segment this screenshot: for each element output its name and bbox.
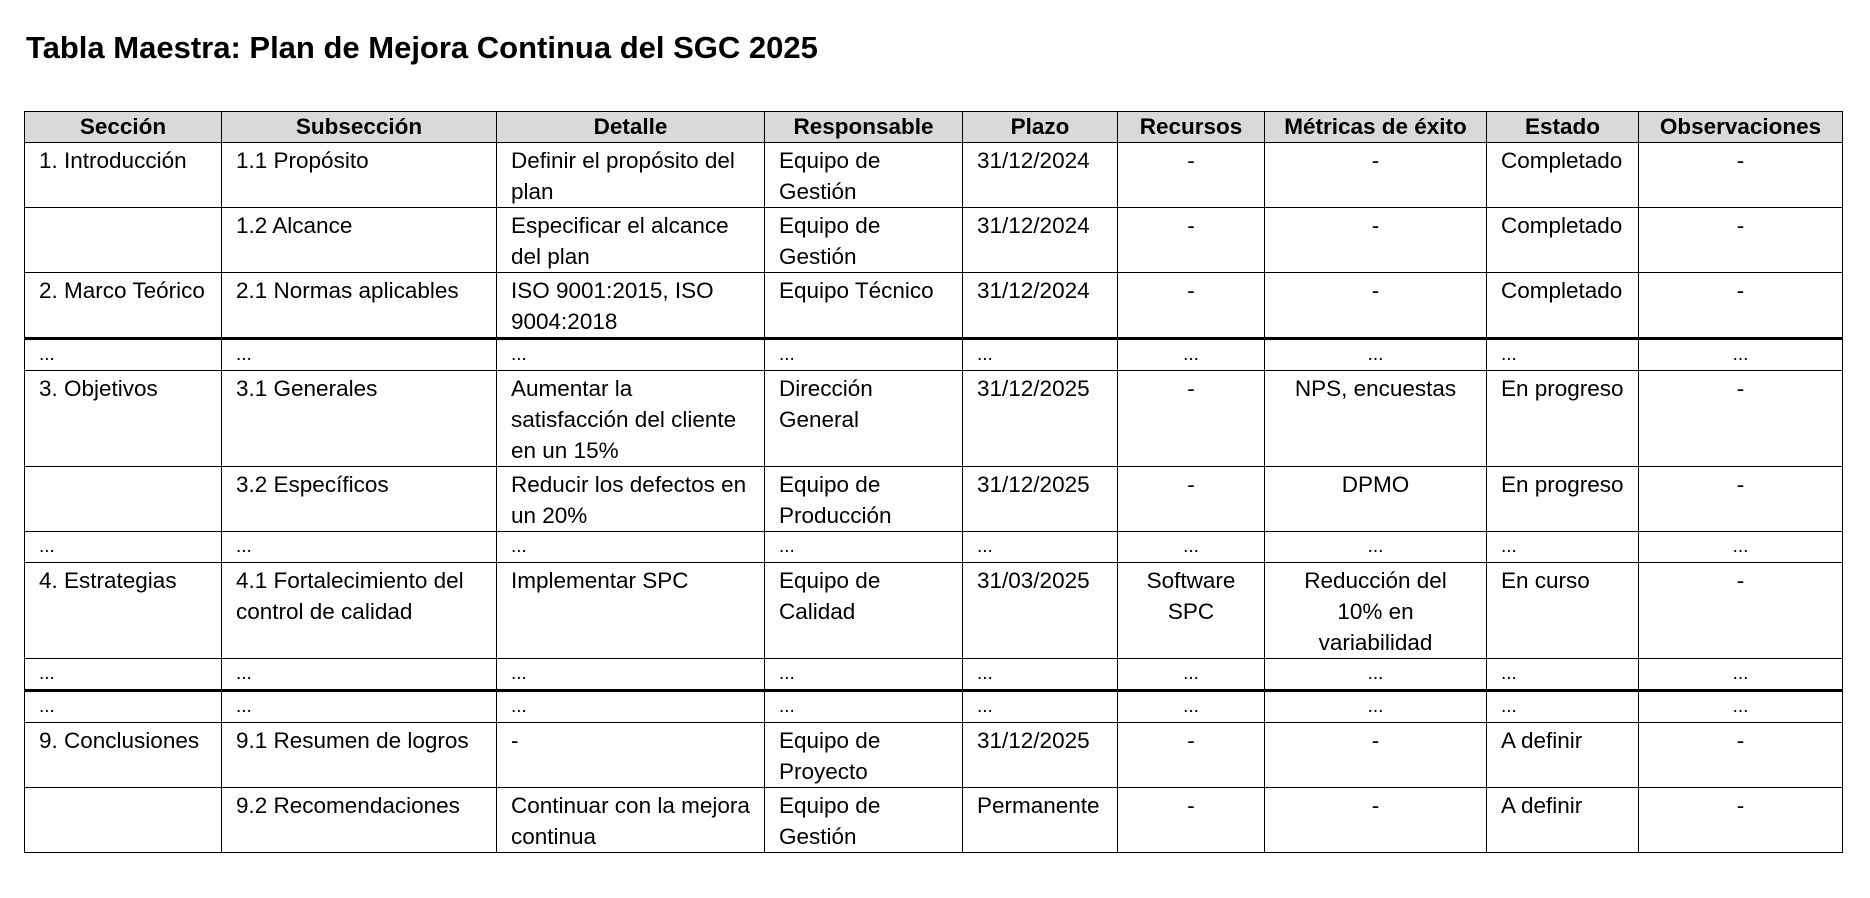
cell-subseccion: 3.2 Específicos <box>222 467 497 532</box>
cell-metricas: - <box>1265 788 1487 853</box>
cell-subseccion: ... <box>222 532 497 563</box>
table-row <box>25 563 1843 659</box>
cell-recursos: - <box>1118 371 1265 467</box>
cell-recursos: - <box>1118 273 1265 339</box>
cell-recursos: - <box>1118 788 1265 853</box>
cell-subseccion: 1.1 Propósito <box>222 143 497 208</box>
cell-metricas: ... <box>1265 691 1487 723</box>
cell-estado: En curso <box>1487 563 1639 659</box>
cell-plazo: 31/12/2025 <box>963 467 1118 532</box>
cell-detalle: Implementar SPC <box>497 563 765 659</box>
cell-metricas: - <box>1265 143 1487 208</box>
column-header: Responsable <box>765 112 963 143</box>
column-header: Detalle <box>497 112 765 143</box>
cell-subseccion: 3.1 Generales <box>222 371 497 467</box>
ellipsis-row <box>25 339 1843 371</box>
cell-responsable: Equipo de Producción <box>765 467 963 532</box>
cell-detalle: ISO 9001:2015, ISO 9004:2018 <box>497 273 765 339</box>
cell-seccion: 1. Introducción <box>25 143 222 208</box>
table-row <box>25 208 1843 273</box>
column-header: Observaciones <box>1639 112 1843 143</box>
cell-responsable: Equipo de Proyecto <box>765 723 963 788</box>
cell-seccion: ... <box>25 691 222 723</box>
cell-responsable: Equipo de Gestión <box>765 208 963 273</box>
cell-estado: ... <box>1487 339 1639 371</box>
cell-recursos: ... <box>1118 532 1265 563</box>
cell-responsable: Dirección General <box>765 371 963 467</box>
cell-estado: En progreso <box>1487 371 1639 467</box>
cell-plazo: 31/12/2025 <box>963 723 1118 788</box>
cell-detalle: ... <box>497 659 765 691</box>
cell-seccion: 2. Marco Teórico <box>25 273 222 339</box>
cell-observaciones: - <box>1639 788 1843 853</box>
cell-estado: Completado <box>1487 208 1639 273</box>
cell-estado: Completado <box>1487 143 1639 208</box>
cell-estado: ... <box>1487 532 1639 563</box>
cell-recursos: ... <box>1118 659 1265 691</box>
cell-recursos: ... <box>1118 339 1265 371</box>
cell-detalle: ... <box>497 339 765 371</box>
cell-observaciones: - <box>1639 723 1843 788</box>
table-row <box>25 467 1843 532</box>
cell-detalle: ... <box>497 532 765 563</box>
cell-subseccion: 2.1 Normas aplicables <box>222 273 497 339</box>
column-header: Subsección <box>222 112 497 143</box>
cell-metricas: - <box>1265 723 1487 788</box>
cell-subseccion: 9.2 Recomendaciones <box>222 788 497 853</box>
cell-detalle: Aumentar la satisfacción del cliente en un 15% <box>497 371 765 467</box>
table-row <box>25 723 1843 788</box>
cell-plazo: 31/12/2025 <box>963 371 1118 467</box>
cell-subseccion: ... <box>222 339 497 371</box>
page-title: Tabla Maestra: Plan de Mejora Continua del SGC 2025 <box>26 30 818 65</box>
header-row <box>25 112 1843 143</box>
cell-observaciones: ... <box>1639 532 1843 563</box>
cell-metricas: NPS, encuestas <box>1265 371 1487 467</box>
cell-estado: ... <box>1487 659 1639 691</box>
table-row <box>25 273 1843 339</box>
cell-subseccion: ... <box>222 659 497 691</box>
cell-recursos: - <box>1118 208 1265 273</box>
cell-plazo: 31/03/2025 <box>963 563 1118 659</box>
cell-detalle: Reducir los defectos en un 20% <box>497 467 765 532</box>
cell-observaciones: - <box>1639 208 1843 273</box>
cell-subseccion: ... <box>222 691 497 723</box>
cell-seccion: 9. Conclusiones <box>25 723 222 788</box>
cell-observaciones: - <box>1639 143 1843 208</box>
cell-seccion: 4. Estrategias <box>25 563 222 659</box>
cell-responsable: Equipo de Gestión <box>765 143 963 208</box>
cell-subseccion: 9.1 Resumen de logros <box>222 723 497 788</box>
cell-observaciones: - <box>1639 273 1843 339</box>
cell-recursos: - <box>1118 723 1265 788</box>
cell-plazo: 31/12/2024 <box>963 273 1118 339</box>
column-header: Sección <box>25 112 222 143</box>
table-row <box>25 371 1843 467</box>
cell-responsable: ... <box>765 659 963 691</box>
cell-responsable: ... <box>765 339 963 371</box>
cell-metricas: Reducción del 10% en variabilidad <box>1265 563 1487 659</box>
cell-observaciones: - <box>1639 467 1843 532</box>
cell-responsable: Equipo Técnico <box>765 273 963 339</box>
cell-recursos: - <box>1118 143 1265 208</box>
cell-metricas: - <box>1265 273 1487 339</box>
cell-estado: ... <box>1487 691 1639 723</box>
cell-observaciones: - <box>1639 371 1843 467</box>
ellipsis-row <box>25 659 1843 691</box>
cell-plazo: Permanente <box>963 788 1118 853</box>
cell-responsable: ... <box>765 691 963 723</box>
cell-seccion <box>25 208 222 273</box>
table-row <box>25 143 1843 208</box>
cell-estado: Completado <box>1487 273 1639 339</box>
cell-detalle: ... <box>497 691 765 723</box>
cell-metricas: - <box>1265 208 1487 273</box>
cell-recursos: Software SPC <box>1118 563 1265 659</box>
column-header: Estado <box>1487 112 1639 143</box>
cell-observaciones: ... <box>1639 659 1843 691</box>
cell-subseccion: 4.1 Fortalecimiento del control de calidad <box>222 563 497 659</box>
cell-seccion: 3. Objetivos <box>25 371 222 467</box>
cell-seccion: ... <box>25 532 222 563</box>
cell-responsable: Equipo de Calidad <box>765 563 963 659</box>
cell-estado: A definir <box>1487 788 1639 853</box>
cell-observaciones: ... <box>1639 691 1843 723</box>
cell-seccion <box>25 467 222 532</box>
cell-recursos: - <box>1118 467 1265 532</box>
cell-plazo: ... <box>963 659 1118 691</box>
column-header: Recursos <box>1118 112 1265 143</box>
cell-plazo: 31/12/2024 <box>963 143 1118 208</box>
cell-plazo: ... <box>963 532 1118 563</box>
table-row <box>25 788 1843 853</box>
cell-metricas: ... <box>1265 659 1487 691</box>
cell-metricas: ... <box>1265 339 1487 371</box>
cell-estado: A definir <box>1487 723 1639 788</box>
cell-observaciones: - <box>1639 563 1843 659</box>
cell-estado: En progreso <box>1487 467 1639 532</box>
cell-seccion: ... <box>25 659 222 691</box>
cell-metricas: DPMO <box>1265 467 1487 532</box>
cell-metricas: ... <box>1265 532 1487 563</box>
ellipsis-row <box>25 691 1843 723</box>
cell-detalle: Continuar con la mejora continua <box>497 788 765 853</box>
cell-plazo: 31/12/2024 <box>963 208 1118 273</box>
cell-detalle: - <box>497 723 765 788</box>
cell-subseccion: 1.2 Alcance <box>222 208 497 273</box>
ellipsis-row <box>25 532 1843 563</box>
cell-detalle: Definir el propósito del plan <box>497 143 765 208</box>
cell-plazo: ... <box>963 339 1118 371</box>
column-header: Plazo <box>963 112 1118 143</box>
cell-responsable: ... <box>765 532 963 563</box>
cell-seccion <box>25 788 222 853</box>
cell-plazo: ... <box>963 691 1118 723</box>
cell-detalle: Especificar el alcance del plan <box>497 208 765 273</box>
master-table <box>24 111 1843 853</box>
cell-seccion: ... <box>25 339 222 371</box>
cell-recursos: ... <box>1118 691 1265 723</box>
cell-observaciones: ... <box>1639 339 1843 371</box>
cell-responsable: Equipo de Gestión <box>765 788 963 853</box>
column-header: Métricas de éxito <box>1265 112 1487 143</box>
